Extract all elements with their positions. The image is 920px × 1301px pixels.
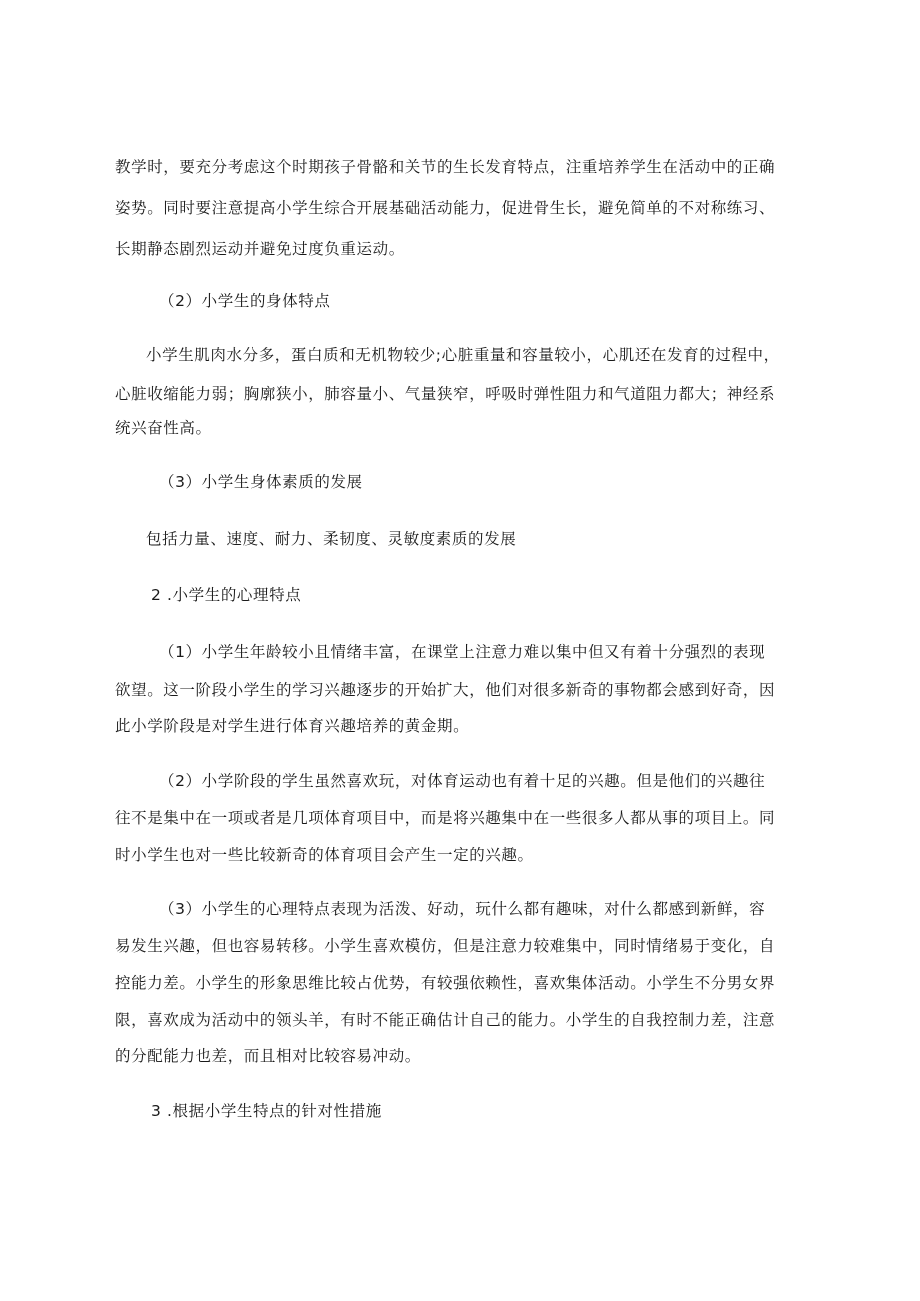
- paragraph-line: 心脏收缩能力弱；胸廓狭小，肺容量小、气量狭窄，呼吸时弹性阻力和气道阻力都大；神经系: [115, 385, 776, 403]
- paragraph-line: 姿势。同时要注意提高小学生综合开展基础活动能力，促进骨生长，避免简单的不对称练习、: [115, 199, 776, 217]
- paragraph-line: 限，喜欢成为活动中的领头羊，有时不能正确估计自己的能力。小学生的自我控制力差，注意: [115, 1011, 776, 1029]
- section-heading-physical-quality: （3）小学生身体素质的发展: [159, 473, 363, 491]
- paragraph-line: 时小学生也对一些比较新奇的体育项目会产生一定的兴趣。: [115, 846, 534, 864]
- section-heading-psychology: 2 .小学生的心理特点: [151, 586, 302, 604]
- paragraph-line: 统兴奋性高。: [115, 419, 212, 437]
- paragraph-line: （1）小学生年龄较小且情绪丰富，在课堂上注意力难以集中但又有着十分强烈的表现: [159, 643, 766, 661]
- section-heading-body-traits: （2）小学生的身体特点: [159, 292, 331, 310]
- paragraph-line: 长期静态剧烈运动并避免过度负重运动。: [115, 240, 405, 258]
- paragraph-line: 易发生兴趣，但也容易转移。小学生喜欢模仿，但是注意力较难集中，同时情绪易于变化，自: [115, 937, 776, 955]
- paragraph-line: 小学生肌肉水分多，蛋白质和无机物较少;心脏重量和容量较小，心肌还在发育的过程中，: [146, 346, 780, 364]
- paragraph-line: 欲望。这一阶段小学生的学习兴趣逐步的开始扩大，他们对很多新奇的事物都会感到好奇，因: [115, 681, 776, 699]
- paragraph-line: 的分配能力也差，而且相对比较容易冲动。: [115, 1047, 421, 1065]
- paragraph-line: 控能力差。小学生的形象思维比较占优势，有较强依赖性，喜欢集体活动。小学生不分男女界: [115, 974, 776, 992]
- paragraph-line: （2）小学阶段的学生虽然喜欢玩，对体育运动也有着十足的兴趣。但是他们的兴趣往: [159, 772, 766, 790]
- paragraph-line: 往不是集中在一项或者是几项体育项目中，而是将兴趣集中在一些很多人都从事的项目上。同: [115, 809, 776, 827]
- paragraph-line: （3）小学生的心理特点表现为活泼、好动，玩什么都有趣味，对什么都感到新鲜，容: [159, 900, 766, 918]
- paragraph-line: 此小学阶段是对学生进行体育兴趣培养的黄金期。: [115, 717, 470, 735]
- paragraph-line: 包括力量、速度、耐力、柔韧度、灵敏度素质的发展: [146, 530, 517, 548]
- section-heading-measures: 3 .根据小学生特点的针对性措施: [151, 1102, 382, 1120]
- paragraph-line: 教学时，要充分考虑这个时期孩子骨骼和关节的生长发育特点，注重培养学生在活动中的正确: [115, 158, 776, 176]
